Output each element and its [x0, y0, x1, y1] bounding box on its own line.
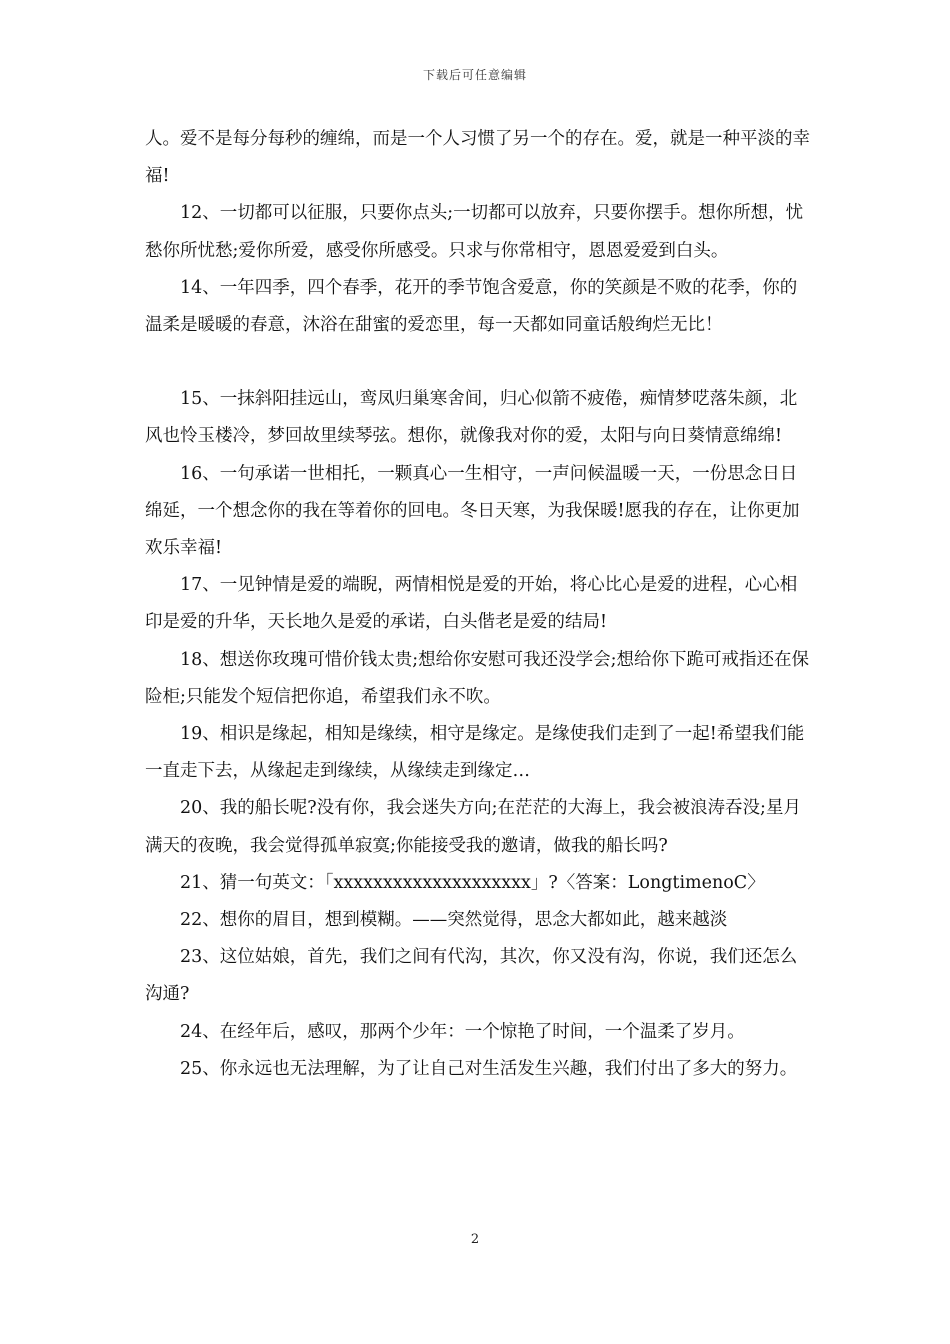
- blank-line: [145, 344, 813, 381]
- paragraph-12: 12、一切都可以征服，只要你点头;一切都可以放弃，只要你摆手。想你所想，忧愁你所忧愁;爱你所爱，感受你所感受。只求与你常相守，恩恩爱爱到白头。: [145, 203, 804, 261]
- paragraph-18: 18、想送你玫瑰可惜价钱太贵;想给你安慰可我还没学会;想给你下跪可戒指还在保险柜;只能发个短信把你追，希望我们永不吹。: [145, 649, 810, 707]
- paragraph-24: 24、在经年后，感叹，那两个少年：一个惊艳了时间，一个温柔了岁月。: [180, 1021, 745, 1042]
- paragraph-21: 21、猜一句英文：「xxxxxxxxxxxxxxxxxxxx」?〈答案：LongtimenoC〉: [180, 872, 765, 893]
- paragraph-14: 14、一年四季，四个春季，花开的季节饱含爱意，你的笑颜是不败的花季，你的温柔是暖暖的春意，沐浴在甜蜜的爱恋里，每一天都如同童话般绚烂无比！: [145, 277, 798, 336]
- paragraph-19: 19、相识是缘起，相知是缘续，相守是缘定。是缘使我们走到了一起!希望我们能一直走下去，从缘起走到缘续，从缘续走到缘定…: [145, 724, 805, 782]
- paragraph-continuation: 人。爱不是每分每秒的缠绵，而是一个人习惯了另一个的存在。爱，就是一种平淡的幸福!: [145, 129, 810, 187]
- document-body: [145, 121, 813, 1088]
- paragraph-16: 16、一句承诺一世相托，一颗真心一生相守，一声问候温暖一天，一份思念日日绵延，一个想念你的我在等着你的回电。冬日天寒，为我保暖!愿我的存在，让你更加欢乐幸福!: [145, 463, 800, 559]
- page-number: 2: [470, 1232, 480, 1247]
- paragraph-22: 22、想你的眉目，想到模糊。——突然觉得，思念大都如此，越来越淡: [180, 910, 728, 931]
- paragraph-15: 15、一抹斜阳挂远山，鸾凤归巢寒舍间，归心似箭不疲倦，痴情梦呓落朱颜，北风也怜玉楼冷，梦回故里续琴弦。想你，就像我对你的爱，太阳与向日葵情意绵绵!: [145, 389, 798, 447]
- page-header: 下载后可任意编辑: [422, 68, 527, 82]
- paragraph-23: 23、这位姑娘，首先，我们之间有代沟，其次，你又没有沟，你说，我们还怎么沟通?: [145, 947, 798, 1005]
- paragraph-17: 17、一见钟情是爱的端睨，两情相悦是爱的开始，将心比心是爱的进程，心心相印是爱的升华，天长地久是爱的承诺，白头偕老是爱的结局!: [145, 575, 798, 633]
- paragraph-25: 25、你永远也无法理解，为了让自己对生活发生兴趣，我们付出了多大的努力。: [180, 1058, 798, 1079]
- paragraph-20: 20、我的船长呢?没有你，我会迷失方向;在茫茫的大海上，我会被浪涛吞没;星月满天的夜晚，我会觉得孤单寂寞;你能接受我的邀请，做我的船长吗?: [145, 798, 801, 856]
